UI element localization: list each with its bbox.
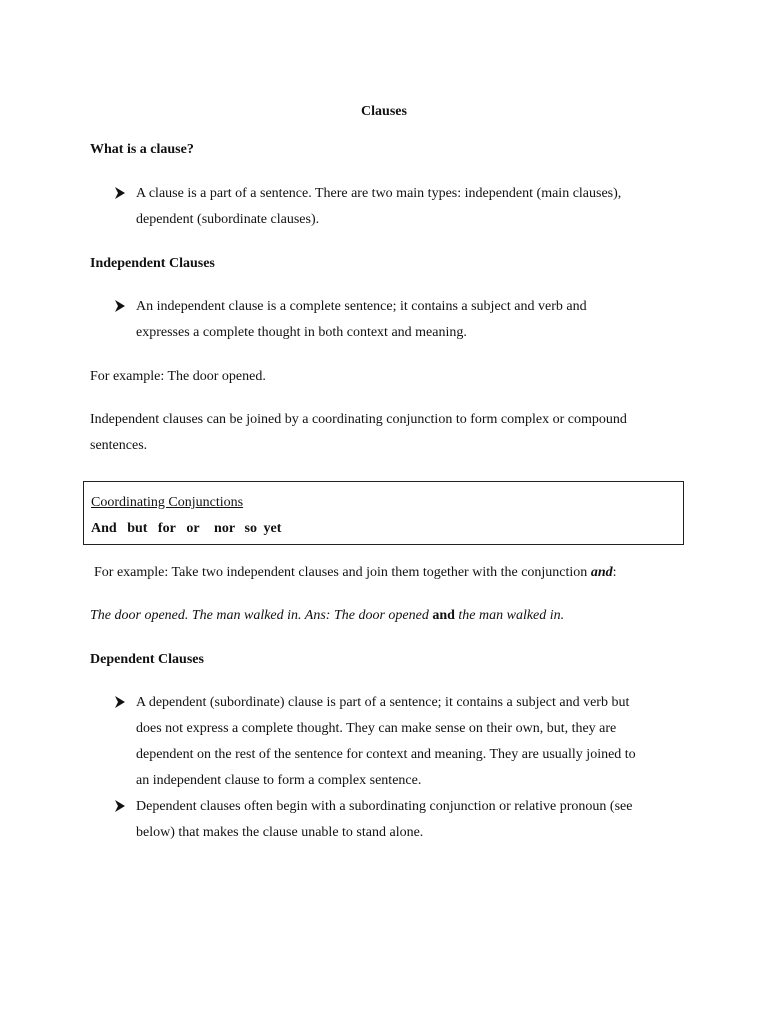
arrow-bullet-icon bbox=[115, 187, 125, 199]
conjunctions-box bbox=[83, 481, 684, 545]
conjunctions-list bbox=[91, 520, 281, 538]
paragraph-line: sentences. bbox=[90, 438, 148, 453]
example-intro bbox=[94, 564, 617, 582]
section-heading-independent: Independent Clauses bbox=[90, 256, 215, 271]
conjunction-word: so bbox=[244, 521, 257, 536]
conjunction-word: nor bbox=[214, 521, 236, 536]
bullet-line: An independent clause is a complete sentence; it contains a subject and verb and bbox=[136, 299, 587, 314]
conjunctions-heading: Coordinating Conjunctions bbox=[91, 495, 244, 510]
example-sentence-part2: the man walked in. bbox=[454, 608, 565, 623]
example-intro-text: For example: Take two independent clauses and join them together with the conjunction bbox=[94, 565, 591, 580]
bullet-line: Dependent clauses often begin with a subordinating conjunction or relative pronoun (see bbox=[136, 799, 633, 814]
arrow-bullet-icon bbox=[115, 300, 125, 312]
bullet-line: expresses a complete thought in both context and meaning. bbox=[136, 325, 467, 340]
bullet-line: A clause is a part of a sentence. There are two main types: independent (main clauses), bbox=[136, 186, 622, 201]
example-text: For example: The door opened. bbox=[90, 369, 266, 384]
page-title: Clauses bbox=[361, 104, 407, 119]
section-heading-what: What is a clause? bbox=[90, 142, 194, 157]
conjunction-word: for bbox=[157, 521, 176, 536]
example-sentence bbox=[90, 607, 564, 625]
arrow-bullet-icon bbox=[115, 800, 125, 812]
bullet-line: an independent clause to form a complex sentence. bbox=[136, 773, 422, 788]
paragraph-line: Independent clauses can be joined by a coordinating conjunction to form complex or compound bbox=[90, 412, 627, 427]
conjunction-word: or bbox=[186, 521, 200, 536]
example-sentence-part1: The door opened. The man walked in. Ans: The door opened bbox=[90, 608, 433, 623]
arrow-bullet-icon bbox=[115, 696, 125, 708]
bullet-line: dependent (subordinate clauses). bbox=[136, 212, 320, 227]
conjunction-word: but bbox=[127, 521, 148, 536]
conjunction-word: And bbox=[91, 521, 117, 536]
bullet-line: below) that makes the clause unable to stand alone. bbox=[136, 825, 424, 840]
section-heading-dependent: Dependent Clauses bbox=[90, 652, 204, 667]
conjunction-word: yet bbox=[263, 521, 282, 536]
example-sentence-conj: and bbox=[432, 608, 455, 623]
example-conjunction: and bbox=[590, 565, 613, 580]
bullet-line: does not express a complete thought. They can make sense on their own, but, they are bbox=[136, 721, 617, 736]
example-intro-suffix: : bbox=[612, 565, 617, 580]
bullet-line: A dependent (subordinate) clause is part of a sentence; it contains a subject and verb but bbox=[136, 695, 630, 710]
bullet-line: dependent on the rest of the sentence for context and meaning. They are usually joined to bbox=[136, 747, 636, 762]
